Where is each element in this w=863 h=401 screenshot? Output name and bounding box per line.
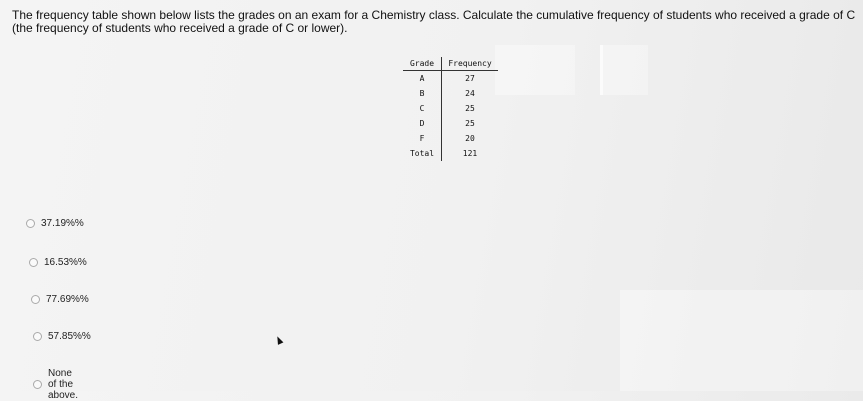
screen-glare (600, 45, 648, 95)
grade-cell: C (419, 104, 425, 113)
radio-button[interactable] (33, 380, 42, 389)
header-frequency: Frequency (442, 57, 499, 71)
answer-option-1[interactable] (26, 218, 84, 229)
option-label: 77.69%% (46, 294, 89, 305)
table-row (403, 116, 498, 131)
option-label: 16.53%% (44, 257, 87, 268)
answer-option-5[interactable] (33, 368, 78, 401)
screen-glare (620, 290, 863, 391)
table-row (403, 71, 498, 87)
option-label: 37.19%% (41, 218, 84, 229)
frequency-table (403, 57, 498, 161)
radio-button[interactable] (31, 295, 40, 304)
frequency-cell: 24 (442, 86, 499, 101)
table-header-row (403, 57, 498, 71)
frequency-cell: 20 (442, 131, 499, 146)
table-row (403, 86, 498, 101)
mouse-cursor-icon (275, 335, 284, 345)
radio-button[interactable] (33, 332, 42, 341)
radio-button[interactable] (29, 258, 38, 267)
grade-cell: F (419, 134, 425, 143)
answer-option-3[interactable] (31, 294, 89, 305)
header-grade: Grade (403, 57, 442, 71)
question-text: The frequency table shown below lists the grades on an exam for a Chemistry class. Calculate the cumulative frequency of students who received a grade of C (the frequency of students who received a grade of C or lower). (12, 8, 856, 35)
frequency-cell: 27 (442, 71, 499, 87)
grade-cell: B (419, 89, 425, 98)
option-label: 57.85%% (48, 331, 91, 342)
grade-cell: Total (409, 149, 435, 158)
option-label: None of the above. (48, 368, 79, 401)
frequency-cell: 25 (442, 101, 499, 116)
grade-cell: A (419, 74, 425, 83)
grade-cell: D (419, 119, 425, 128)
table-row (403, 101, 498, 116)
answer-option-2[interactable] (29, 257, 87, 268)
table-row (403, 131, 498, 146)
table-row-total (403, 146, 498, 161)
frequency-cell: 121 (442, 146, 499, 161)
radio-button[interactable] (26, 219, 35, 228)
frequency-cell: 25 (442, 116, 499, 131)
screen-glare (495, 45, 575, 95)
answer-option-4[interactable] (33, 331, 91, 342)
